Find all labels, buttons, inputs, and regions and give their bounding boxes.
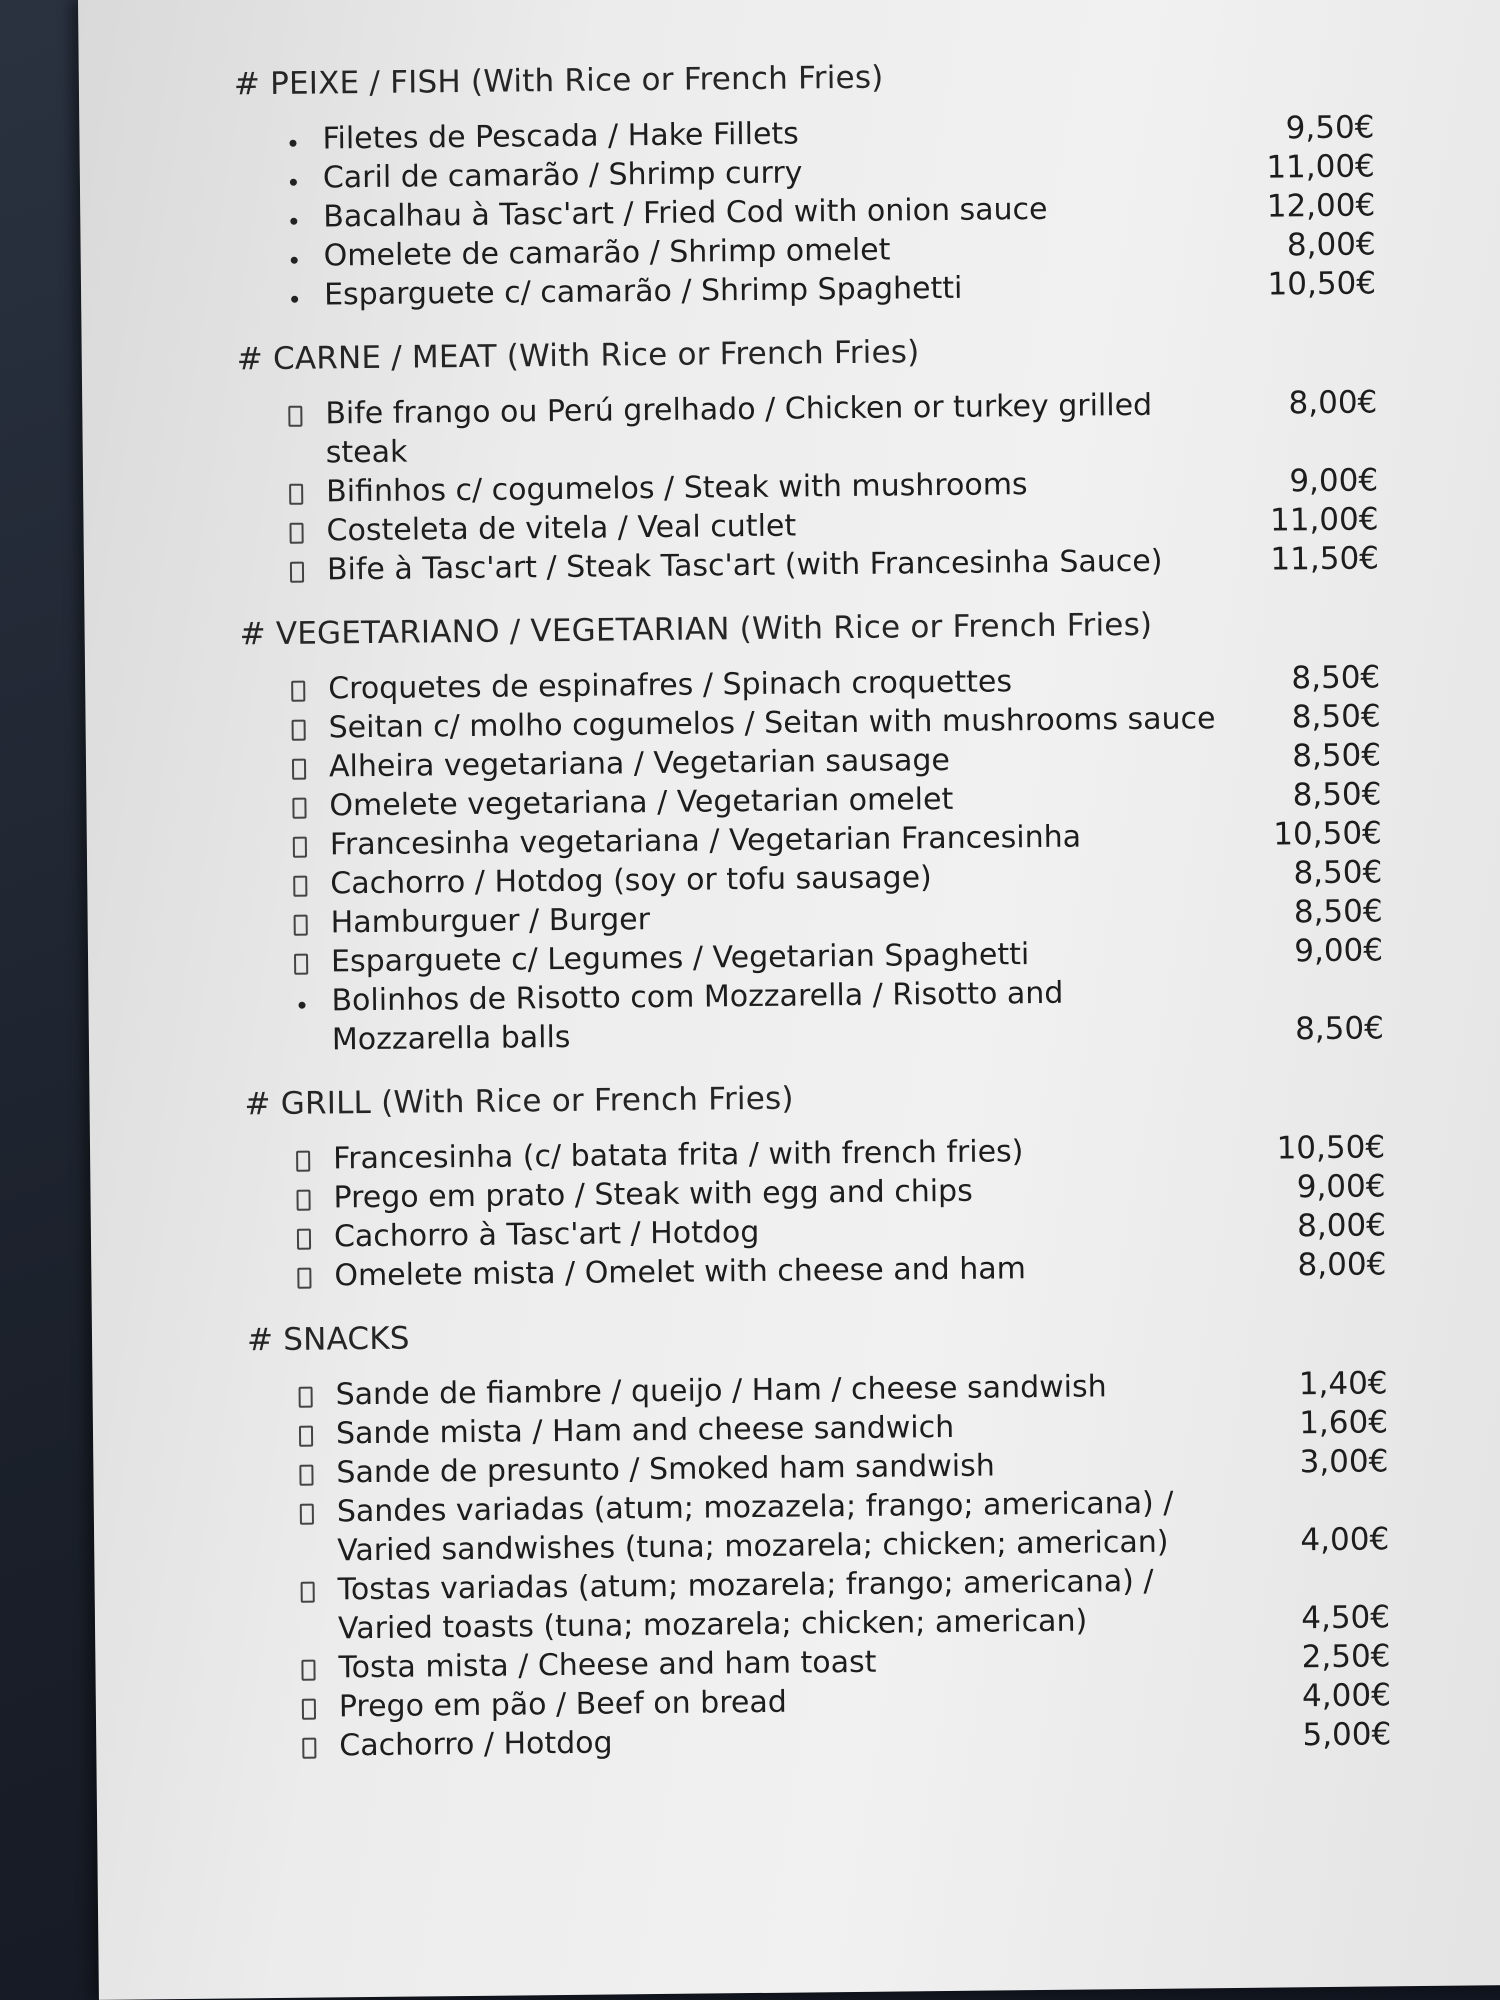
checkbox-bullet-icon	[285, 395, 305, 439]
menu-item-price: 8,00€	[1296, 1207, 1387, 1245]
dot-bullet-icon	[291, 982, 311, 1021]
menu-item-name: Omelete vegetariana / Vegetarian omelet	[329, 781, 954, 824]
menu-item-price: 10,50€	[1276, 1129, 1386, 1167]
checkbox-bullet-icon	[297, 1493, 317, 1537]
section-heading: # CARNE / MEAT (With Rice or French Fries)	[236, 334, 920, 378]
menu-item-name: Bacalhau à Tasc'art / Fried Cod with onion sauce	[323, 191, 1048, 235]
checkbox-bullet-icon	[287, 551, 307, 595]
menu-item-name: Francesinha vegetariana / Vegetarian Francesinha	[329, 819, 1082, 863]
menu-item-price: 8,50€	[1293, 854, 1383, 892]
menu-item-price: 4,00€	[1300, 1521, 1390, 1559]
menu-item-name: Sande de fiambre / queijo / Ham / cheese sandwish	[335, 1369, 1107, 1413]
menu-item-name: Cachorro / Hotdog	[339, 1725, 613, 1764]
menu-item-price: 10,50€	[1273, 815, 1382, 853]
menu-item-price: 8,50€	[1293, 893, 1383, 931]
checkbox-bullet-icon	[298, 1649, 318, 1693]
section-heading: # GRILL (With Rice or French Fries)	[244, 1080, 794, 1123]
menu-section	[239, 604, 1384, 1060]
checkbox-bullet-icon	[289, 748, 309, 792]
menu-item-price: 11,00€	[1266, 148, 1376, 186]
menu-item-text	[237, 385, 1228, 473]
menu-item-name: Sande de presunto / Smoked ham sandwish	[336, 1448, 995, 1491]
menu-item	[249, 1481, 1390, 1571]
section-heading: # VEGETARIANO / VEGETARIAN (With Rice or French Fries)	[239, 606, 1153, 653]
checkbox-bullet-icon	[296, 1415, 316, 1459]
checkbox-bullet-icon	[293, 1179, 313, 1223]
menu-item-price: 2,50€	[1301, 1638, 1391, 1676]
menu-item-name: Seitan c/ molho cogumelos / Seitan with mushrooms sauce	[328, 701, 1216, 746]
menu-item-price: 8,50€	[1294, 1010, 1385, 1048]
menu-item-name: Caril de camarão / Shrimp curry	[322, 155, 803, 196]
menu-item	[243, 970, 1384, 1060]
menu-item-price: 12,00€	[1266, 187, 1376, 225]
menu-item	[237, 383, 1378, 473]
menu-item-price: 1,60€	[1299, 1404, 1389, 1442]
checkbox-bullet-icon	[295, 1376, 315, 1420]
menu-item-name: Cachorro à Tasc'art / Hotdog	[333, 1214, 760, 1255]
menu-item-name: Bife frango ou Perú grelhado / Chicken or turkey grilled steak	[325, 387, 1153, 471]
menu-item-name: Sande mista / Ham and cheese sandwich	[335, 1409, 955, 1452]
menu-item-price: 8,00€	[1297, 1246, 1387, 1284]
menu-item-price: 8,50€	[1291, 659, 1381, 697]
menu-item-name-continued: Varied sandwishes (tuna; mozarela; chicken; american)	[337, 1524, 1169, 1569]
menu-item-name: Prego em pão / Beef on bread	[338, 1684, 787, 1725]
menu-item-name: Tostas variadas (atum; mozarela; frango; americana) /	[337, 1563, 1154, 1608]
menu-item-text	[249, 1561, 1240, 1649]
checkbox-bullet-icon	[286, 473, 306, 517]
checkbox-bullet-icon	[293, 1140, 313, 1184]
menu-item-price: 9,00€	[1289, 462, 1379, 500]
menu-item-price: 5,00€	[1302, 1716, 1392, 1754]
menu-item-price: 3,00€	[1299, 1443, 1389, 1481]
checkbox-bullet-icon	[291, 943, 311, 987]
menu-item-price: 4,50€	[1301, 1599, 1391, 1637]
menu-item-name: Sandes variadas (atum; mozazela; frango; americana) /	[336, 1485, 1174, 1530]
checkbox-bullet-icon	[290, 904, 310, 948]
menu-section	[234, 54, 1377, 315]
dot-bullet-icon	[283, 237, 303, 276]
menu-item-name: Croquetes de espinafres / Spinach croquettes	[328, 664, 1013, 707]
checkbox-bullet-icon	[294, 1257, 314, 1301]
menu-item-price: 11,50€	[1270, 540, 1380, 578]
menu-item-price: 8,00€	[1288, 384, 1378, 422]
menu-section	[247, 1310, 1392, 1766]
menu-item-price: 8,50€	[1291, 698, 1381, 736]
menu-item-name: Tosta mista / Cheese and ham toast	[338, 1644, 877, 1686]
checkbox-bullet-icon	[286, 512, 306, 556]
menu-item-price: 8,50€	[1292, 776, 1382, 814]
checkbox-bullet-icon	[288, 709, 308, 753]
menu-item	[249, 1559, 1390, 1649]
menu-item-name: Bolinhos de Risotto com Mozzarella / Risotto and	[331, 975, 1064, 1019]
dot-bullet-icon	[283, 198, 303, 237]
menu-item-name: Filetes de Pescada / Hake Fillets	[322, 116, 800, 157]
checkbox-bullet-icon	[290, 826, 310, 870]
menu-item-price: 11,00€	[1269, 501, 1379, 539]
menu-item-text	[243, 972, 1234, 1060]
menu-content	[234, 54, 1392, 1792]
menu-item-price: 9,00€	[1294, 932, 1384, 970]
menu-item-name: Francesinha (c/ batata frita / with french fries)	[332, 1134, 1024, 1177]
menu-item-price: 8,50€	[1292, 737, 1382, 775]
menu-section	[244, 1074, 1386, 1296]
checkbox-bullet-icon	[290, 865, 310, 909]
menu-item-price: 1,40€	[1298, 1365, 1388, 1403]
menu-item-name: Alheira vegetariana / Vegetarian sausage	[328, 742, 951, 785]
menu-section	[237, 329, 1380, 590]
checkbox-bullet-icon	[289, 787, 309, 831]
section-heading: # PEIXE / FISH (With Rice or French Fries)	[233, 59, 884, 103]
dot-bullet-icon	[282, 120, 302, 159]
dot-bullet-icon	[283, 159, 303, 198]
menu-item-name: Costeleta de vitela / Veal cutlet	[326, 508, 797, 549]
checkbox-bullet-icon	[299, 1727, 319, 1771]
checkbox-bullet-icon	[294, 1218, 314, 1262]
menu-item-name: Bife à Tasc'art / Steak Tasc'art (with Francesinha Sauce)	[326, 543, 1163, 588]
menu-item-price: 9,00€	[1296, 1168, 1386, 1206]
checkbox-bullet-icon	[299, 1688, 319, 1732]
menu-item-price: 10,50€	[1267, 265, 1377, 303]
menu-item-name: Esparguete c/ Legumes / Vegetarian Spaghetti	[330, 937, 1030, 980]
menu-item-name: Prego em prato / Steak with egg and chips	[333, 1173, 973, 1216]
menu-item-name: Cachorro / Hotdog (soy or tofu sausage)	[330, 860, 932, 902]
menu-item-name-continued: Varied toasts (tuna; mozarela; chicken; american)	[337, 1603, 1088, 1647]
menu-item-name: Hamburguer / Burger	[330, 902, 651, 941]
menu-item-price: 9,50€	[1285, 109, 1375, 147]
menu-item-price: 4,00€	[1301, 1677, 1392, 1715]
checkbox-bullet-icon	[296, 1454, 316, 1498]
menu-item-name: Omelete de camarão / Shrimp omelet	[323, 232, 891, 274]
menu-item-name: Omelete mista / Omelet with cheese and ham	[334, 1251, 1027, 1294]
section-heading: # SNACKS	[246, 1320, 410, 1359]
menu-item-name: Bifinhos c/ cogumelos / Steak with mushrooms	[325, 467, 1028, 510]
menu-sheet	[78, 0, 1500, 2000]
dot-bullet-icon	[284, 276, 304, 315]
menu-item-text	[249, 1483, 1240, 1571]
menu-item-name: Esparguete c/ camarão / Shrimp Spaghetti	[323, 270, 963, 313]
menu-item-price: 8,00€	[1286, 226, 1376, 264]
menu-item-name-continued: Mozzarella balls	[331, 1019, 571, 1058]
checkbox-bullet-icon	[297, 1571, 317, 1615]
checkbox-bullet-icon	[288, 670, 308, 714]
